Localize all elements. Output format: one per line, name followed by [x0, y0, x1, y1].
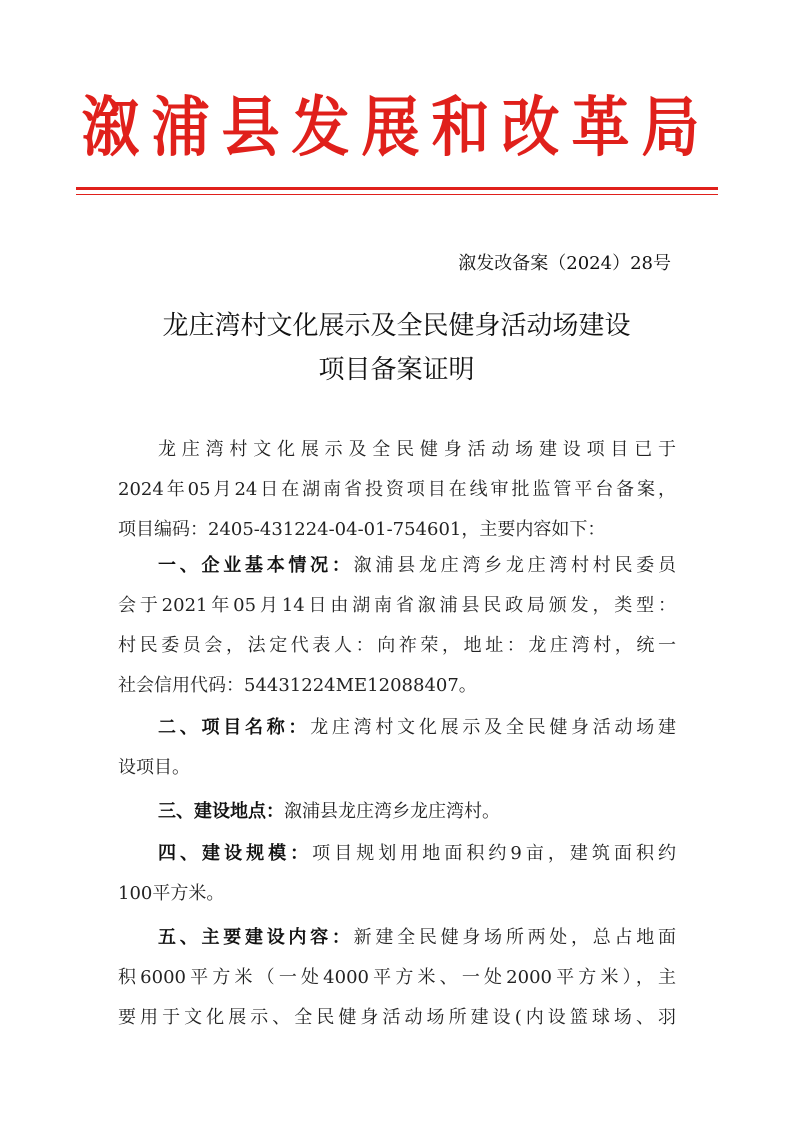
section2-line-2: 设项目。 — [118, 757, 190, 778]
document-title-line1: 龙庄湾村文化展示及全民健身活动场建设 — [162, 311, 631, 341]
section2-text1: 龙庄湾村文化展示及全民健身活动场建 — [310, 717, 676, 738]
agency-name-header: 溆浦县发展和改革局 — [81, 88, 712, 166]
section3-text1: 溆浦县龙庄湾乡龙庄湾村。 — [284, 801, 500, 822]
header-divider-thin — [76, 194, 718, 195]
section-main-content — [118, 918, 676, 1038]
section1-label: 一、企业基本情况： — [158, 555, 354, 576]
section-enterprise-info — [118, 546, 676, 706]
section5-label: 五、主要建设内容： — [158, 927, 354, 948]
section-location — [118, 792, 676, 832]
header-divider-thick — [76, 187, 718, 190]
section2-label: 二、项目名称： — [158, 717, 311, 738]
section2-line-1 — [118, 708, 676, 748]
section5-line-2: 积6000平方米（一处4000平方米、一处2000平方米），主 — [118, 967, 676, 988]
section5-line-1 — [118, 918, 676, 958]
document-title-line2: 项目备案证明 — [318, 355, 475, 385]
section3-line-1 — [118, 792, 676, 832]
document-number: 溆发改备案（2024）28号 — [458, 253, 671, 274]
intro-paragraph — [118, 430, 676, 550]
section-scale — [118, 834, 676, 914]
intro-line-1: 龙庄湾村文化展示及全民健身活动场建设项目已于 — [158, 439, 676, 460]
section4-line-1 — [118, 834, 676, 874]
section5-text1: 新建全民健身场所两处，总占地面 — [353, 927, 676, 948]
section1-line-4: 社会信用代码：54431224ME12088407。 — [118, 675, 477, 696]
section4-text1: 项目规划用地面积约9亩，建筑面积约 — [312, 843, 676, 864]
section4-label: 四、建设规模： — [158, 843, 313, 864]
section1-text1: 溆浦县龙庄湾乡龙庄湾村村民委员 — [353, 555, 676, 576]
section5-line-3: 要用于文化展示、全民健身活动场所建设(内设篮球场、羽 — [118, 1007, 676, 1028]
section1-line-3: 村民委员会，法定代表人：向祚荣，地址：龙庄湾村，统一 — [118, 635, 676, 656]
section1-line-2: 会于2021年05月14日由湖南省溆浦县民政局颁发，类型： — [118, 595, 676, 616]
section-project-name — [118, 708, 676, 788]
section4-line-2: 100平方米。 — [118, 883, 225, 904]
intro-line-2: 2024年05月24日在湖南省投资项目在线审批监管平台备案， — [118, 479, 676, 500]
section1-line-1 — [118, 546, 676, 586]
section3-label: 三、建设地点： — [158, 801, 284, 822]
intro-line-3: 项目编码：2405-431224-04-01-754601，主要内容如下： — [118, 519, 606, 540]
